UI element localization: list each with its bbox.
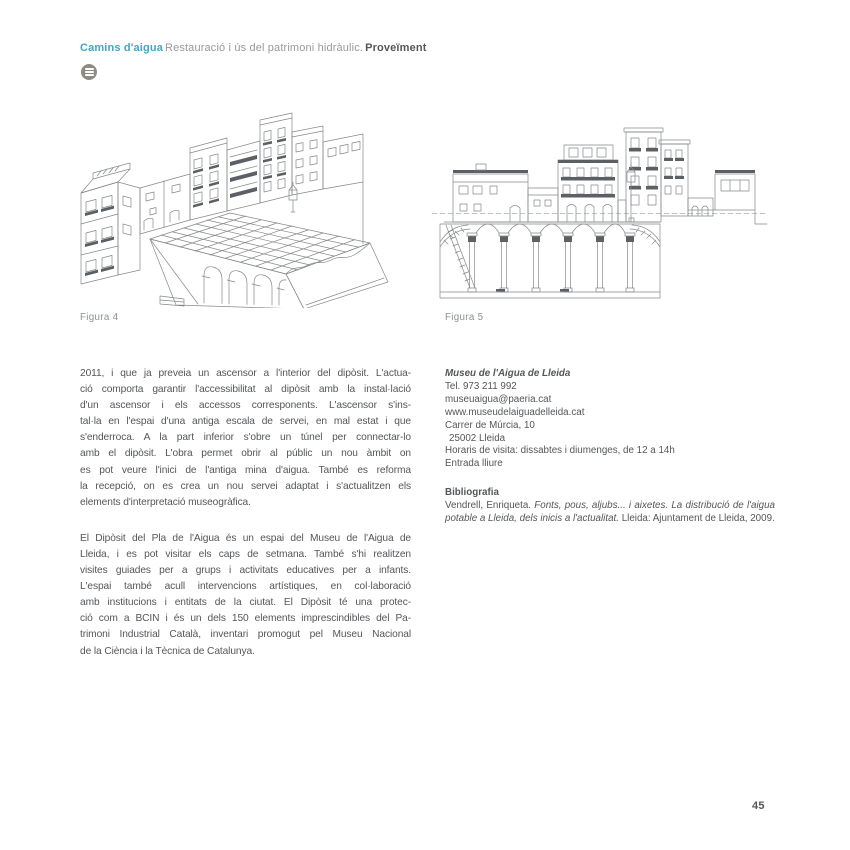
museum-website-link[interactable]: www.museudelaiguadelleida.cat: [445, 406, 585, 418]
museum-admission: Entrada lliure: [445, 458, 503, 470]
paragraph-2: [80, 531, 411, 660]
bibliography-publisher: Lleida: Ajuntament de Lleida, 2009.: [618, 513, 775, 525]
page-number: 45: [752, 800, 765, 812]
bibliography-title: Fonts, pous, aljubs... i aixetes. La distribució de l'aigua potable a Lleida, dels inicis a l'actualitat.: [445, 500, 775, 525]
paragraph-line: amb institucions i entitats de la ciutat. El Dipòsit té una protec-: [80, 597, 411, 609]
paragraph-line: visites guiades per a grups i activitats educatives per a infants.: [80, 565, 411, 577]
paragraph-line: d'un ascensor i els accessos corresponents. L'ascensor s'ins-: [80, 400, 411, 412]
paragraph-1: [80, 366, 411, 511]
figura-4-drawing: [80, 112, 410, 308]
museum-name: Museu de l'Aigua de Lleida: [445, 368, 571, 379]
menu-bar: [85, 68, 94, 70]
paragraph-line: 2011, i que ja preveia un ascensor a l'interior del dipòsit. L'actua-: [80, 368, 411, 379]
paragraph-line: ció comporta garantir l'accessibilitat al dipòsit amb la instal·lació: [80, 384, 411, 396]
paragraph-line: tal·la en l'espai d'una antiga escala de servei, en mal estat i que: [80, 416, 411, 428]
bibliography-heading: Bibliografia: [445, 487, 499, 499]
museum-hours: Horaris de visita: dissabtes i diumenges, de 12 a 14h: [445, 445, 675, 457]
paragraph-line: s'enderroca. A la part inferior s'obre un túnel per connectar-lo: [80, 432, 411, 444]
paragraph-line: El Dipòsit del Pla de l'Aigua és un espai del Museu de l'Aigua de: [80, 532, 411, 544]
header-section: Proveïment: [365, 42, 427, 54]
figura-5-drawing: [430, 112, 772, 308]
paragraph-line: de la Ciència i la Tècnica de Catalunya.: [80, 645, 255, 657]
paragraph-line: amb el dipòsit. L'obra permet obrir al públic un nou àmbit on: [80, 448, 411, 460]
bibliography: [445, 487, 775, 526]
paragraph-line: L'espai també acull intervencions artístiques, en col·laboració: [80, 581, 411, 593]
museum-info: [445, 368, 775, 471]
hamburger-menu-icon[interactable]: [81, 64, 97, 80]
museum-email-link[interactable]: museuaigua@paeria.cat: [445, 393, 552, 405]
paragraph-line: trimoni Industrial Català, inventari promogut pel Museu Nacional: [80, 629, 411, 641]
figura-5-caption: Figura 5: [445, 312, 484, 323]
figura-4-caption: Figura 4: [80, 312, 119, 323]
menu-bar: [85, 74, 94, 76]
series-title: Camins d'aigua: [80, 42, 163, 54]
museum-address-street: Carrer de Múrcia, 10: [445, 419, 535, 431]
bibliography-author: Vendrell, Enriqueta.: [445, 500, 535, 512]
page-header: [80, 42, 427, 55]
sidebar-info: [445, 368, 775, 526]
header-subtitle: Restauració i ús del patrimoni hidràulic.: [164, 42, 364, 54]
paragraph-line: la recepció, on es crea un nou servei adaptat i s'actualitzen els: [80, 480, 411, 492]
paragraph-line: ció com a BCIN i és un dels 150 elements imprescindibles del Pa-: [80, 613, 411, 625]
paragraph-line: Lleida, i es pot visitar els caps de setmana. També s'hi realitzen: [80, 548, 411, 560]
museum-phone: Tel. 973 211 992: [445, 380, 517, 392]
museum-address-city: 25002 Lleida: [449, 432, 506, 444]
menu-bar: [85, 71, 94, 73]
article-text: [80, 366, 411, 660]
paragraph-line: es pot veure l'inici de l'antiga mina d'aigua. També es reforma: [80, 464, 411, 476]
paragraph-line: elements d'interpretació museogràfica.: [80, 496, 251, 508]
bibliography-entry: [445, 500, 775, 526]
